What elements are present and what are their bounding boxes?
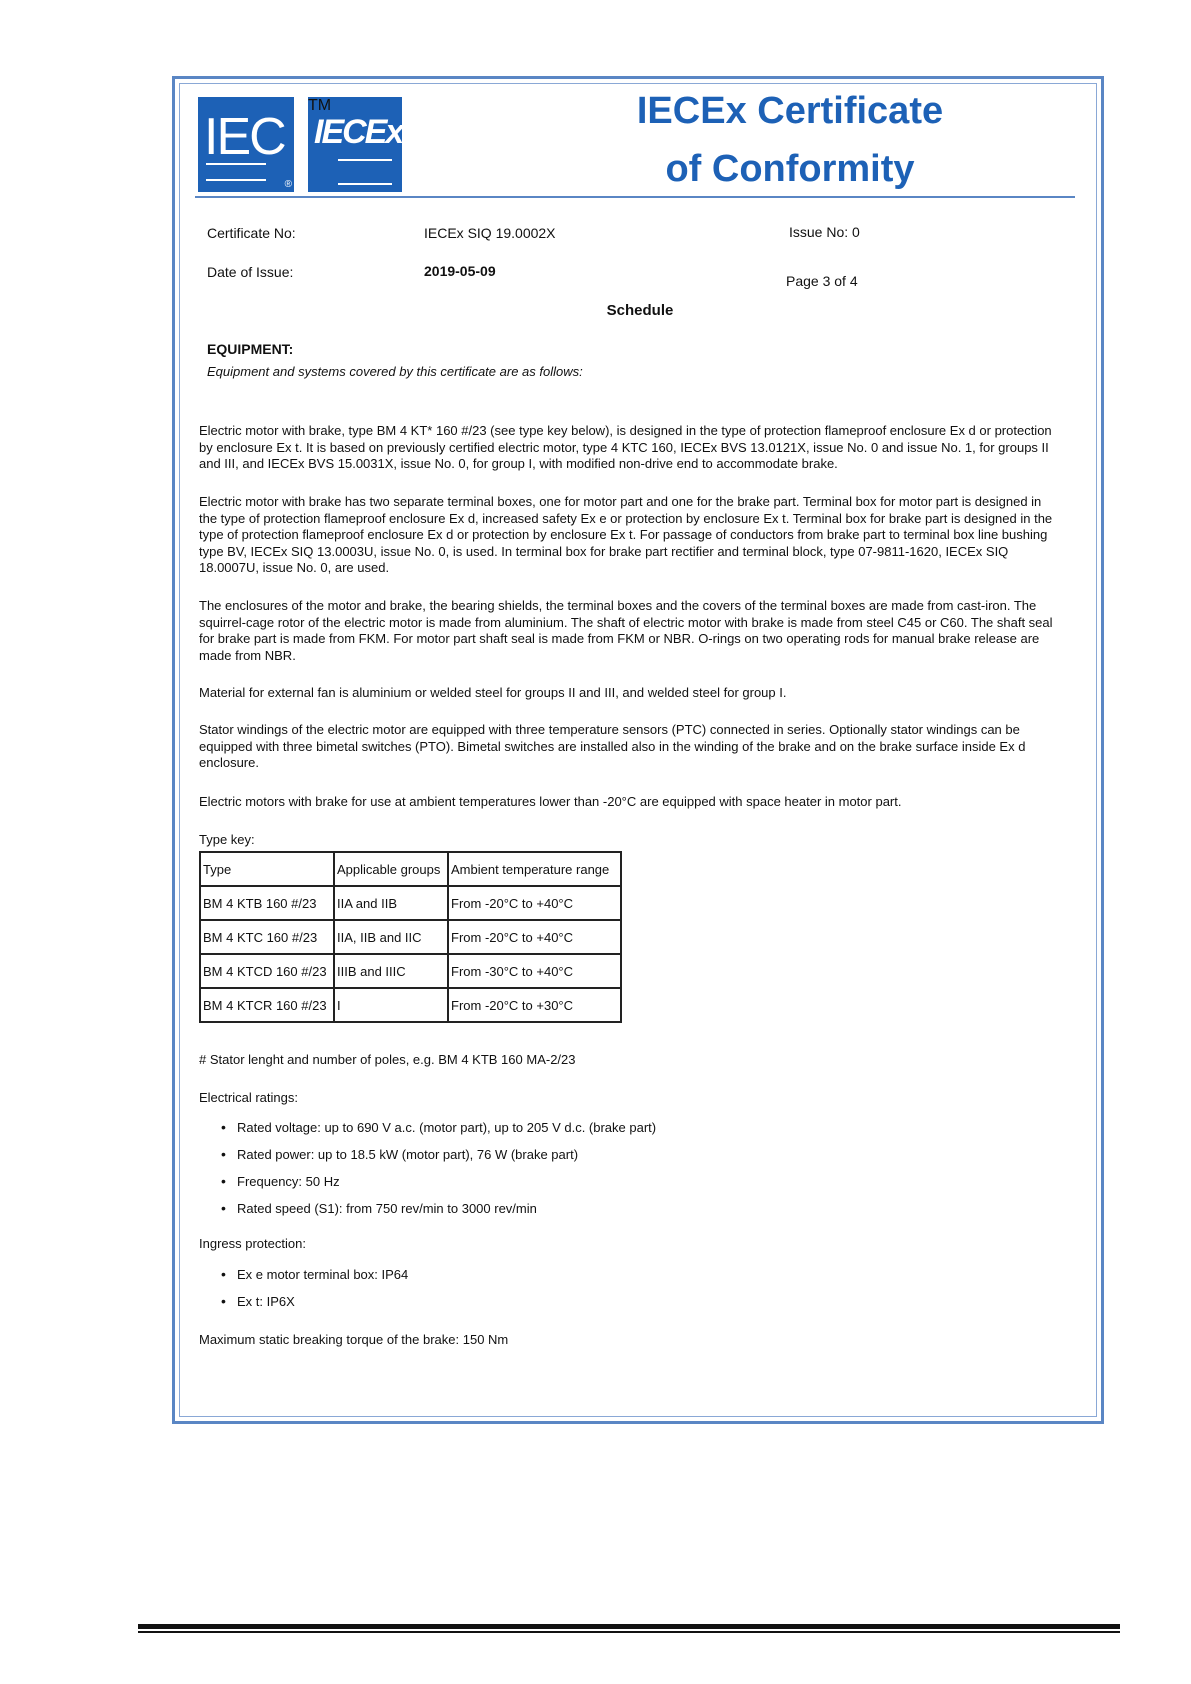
footer-rule	[138, 1624, 1120, 1629]
type-key-table	[199, 851, 622, 1023]
iec-logo: IEC ®	[198, 97, 294, 192]
table-row	[200, 954, 621, 988]
title-divider	[195, 196, 1075, 198]
paragraph-2: Electric motor with brake has two separate terminal boxes, one for motor part and one for the brake part. Terminal box for motor part is designed in the type of protection flameproof enclosure Ex d, increased safety Ex e or protection by enclosure Ex t. Terminal box for brake part is designed in the type of protection flameproof enclosure Ex d or protection by enclosure Ex t. For passage of conductors from brake part to terminal box line bushing type BV, IECEx SIQ 13.0003U, issue No. 0, is used. In terminal box for brake part rectifier and terminal block, type 07-9811-1620, IECEx SIQ 18.0007U, issue No. 0, are used.	[199, 494, 1053, 575]
cert-no-label: Certificate No:	[207, 225, 296, 241]
table-cell: BM 4 KTCD 160 #/23	[200, 954, 334, 988]
table-cell: IIA and IIB	[334, 886, 448, 920]
type-key-note: # Stator lenght and number of poles, e.g. BM 4 KTB 160 MA-2/23	[199, 1052, 576, 1067]
schedule-heading: Schedule	[606, 302, 674, 319]
table-cell: IIIB and IIIC	[334, 954, 448, 988]
footer-rule-thin	[138, 1631, 1120, 1633]
brake-torque: Maximum static breaking torque of the brake: 150 Nm	[199, 1332, 509, 1347]
list-item: • Rated speed (S1): from 750 rev/min to 3000 rev/min	[221, 1198, 656, 1225]
paragraph-5: Stator windings of the electric motor are equipped with three temperature sensors (PTC) connected in series. Optionally stator windings can be equipped with three bimetal switches (PTO). Bimetal switches are installed also in the winding of the brake and on the brake surface inside Ex d enclosure.	[199, 722, 1026, 770]
paragraph-4: Material for external fan is aluminium or welded steel for groups II and III, and welded steel for group I.	[199, 685, 787, 700]
ingress-protection-list	[221, 1264, 408, 1318]
list-item: • Ex e motor terminal box: IP64	[221, 1264, 408, 1291]
date-value: 2019-05-09	[424, 263, 496, 279]
type-key-label: Type key:	[199, 832, 255, 847]
iecex-logo: IECEx	[308, 97, 402, 192]
table-row	[200, 886, 621, 920]
table-cell: From -20°C to +40°C	[448, 886, 621, 920]
table-cell: From -20°C to +30°C	[448, 988, 621, 1022]
ingress-protection-label: Ingress protection:	[199, 1236, 306, 1251]
cert-no-value: IECEx SIQ 19.0002X	[424, 225, 556, 241]
equipment-heading: EQUIPMENT:	[207, 341, 294, 357]
list-item: • Frequency: 50 Hz	[221, 1171, 656, 1198]
table-cell: From -20°C to +40°C	[448, 920, 621, 954]
table-header-cell: Applicable groups	[334, 852, 448, 886]
table-row	[200, 920, 621, 954]
paragraph-3: The enclosures of the motor and brake, the bearing shields, the terminal boxes and the covers of the terminal boxes are made from cast-iron. The squirrel-cage rotor of the electric motor is made from aluminium. The shaft of electric motor with brake is made from steel C45 or C60. The shaft seal for brake part is made from FKM. For motor part shaft seal is made from FKM or NBR. O-rings on two operating rods for manual brake release are made from NBR.	[199, 598, 1053, 663]
trademark-mark: TM	[308, 97, 332, 114]
table-cell: BM 4 KTB 160 #/23	[200, 886, 334, 920]
table-cell: I	[334, 988, 448, 1022]
table-header-row	[200, 852, 621, 886]
table-cell: From -30°C to +40°C	[448, 954, 621, 988]
electrical-ratings-label: Electrical ratings:	[199, 1090, 298, 1105]
list-item: • Rated power: up to 18.5 kW (motor part), 76 W (brake part)	[221, 1144, 656, 1171]
table-cell: IIA, IIB and IIC	[334, 920, 448, 954]
table-cell: BM 4 KTCR 160 #/23	[200, 988, 334, 1022]
paragraph-1: Electric motor with brake, type BM 4 KT* 160 #/23 (see type key below), is designed in the type of protection flameproof enclosure Ex d or protection by enclosure Ex t. It is based on previously certified electric motor, type 4 KTC 160, IECEx BVS 13.0121X, issue No. 0 and issue No. 1, for groups II and III, and IECEx BVS 15.0031X, issue No. 0, for group I, with modified non-drive end to accommodate brake.	[199, 423, 1052, 471]
issue-no: Issue No: 0	[789, 224, 860, 240]
table-row	[200, 988, 621, 1022]
list-item: • Rated voltage: up to 690 V a.c. (motor part), up to 205 V d.c. (brake part)	[221, 1117, 656, 1144]
date-label: Date of Issue:	[207, 264, 294, 280]
electrical-ratings-list	[221, 1117, 656, 1225]
table-header-cell: Ambient temperature range	[448, 852, 621, 886]
equipment-subheading: Equipment and systems covered by this certificate are as follows:	[207, 364, 583, 379]
list-item: • Ex t: IP6X	[221, 1291, 408, 1318]
page-number: Page 3 of 4	[786, 273, 858, 289]
table-cell: BM 4 KTC 160 #/23	[200, 920, 334, 954]
page-title: IECEx Certificate of Conformity	[636, 90, 944, 190]
table-header-cell: Type	[200, 852, 334, 886]
paragraph-6: Electric motors with brake for use at ambient temperatures lower than -20°C are equipped with space heater in motor part.	[199, 794, 902, 809]
